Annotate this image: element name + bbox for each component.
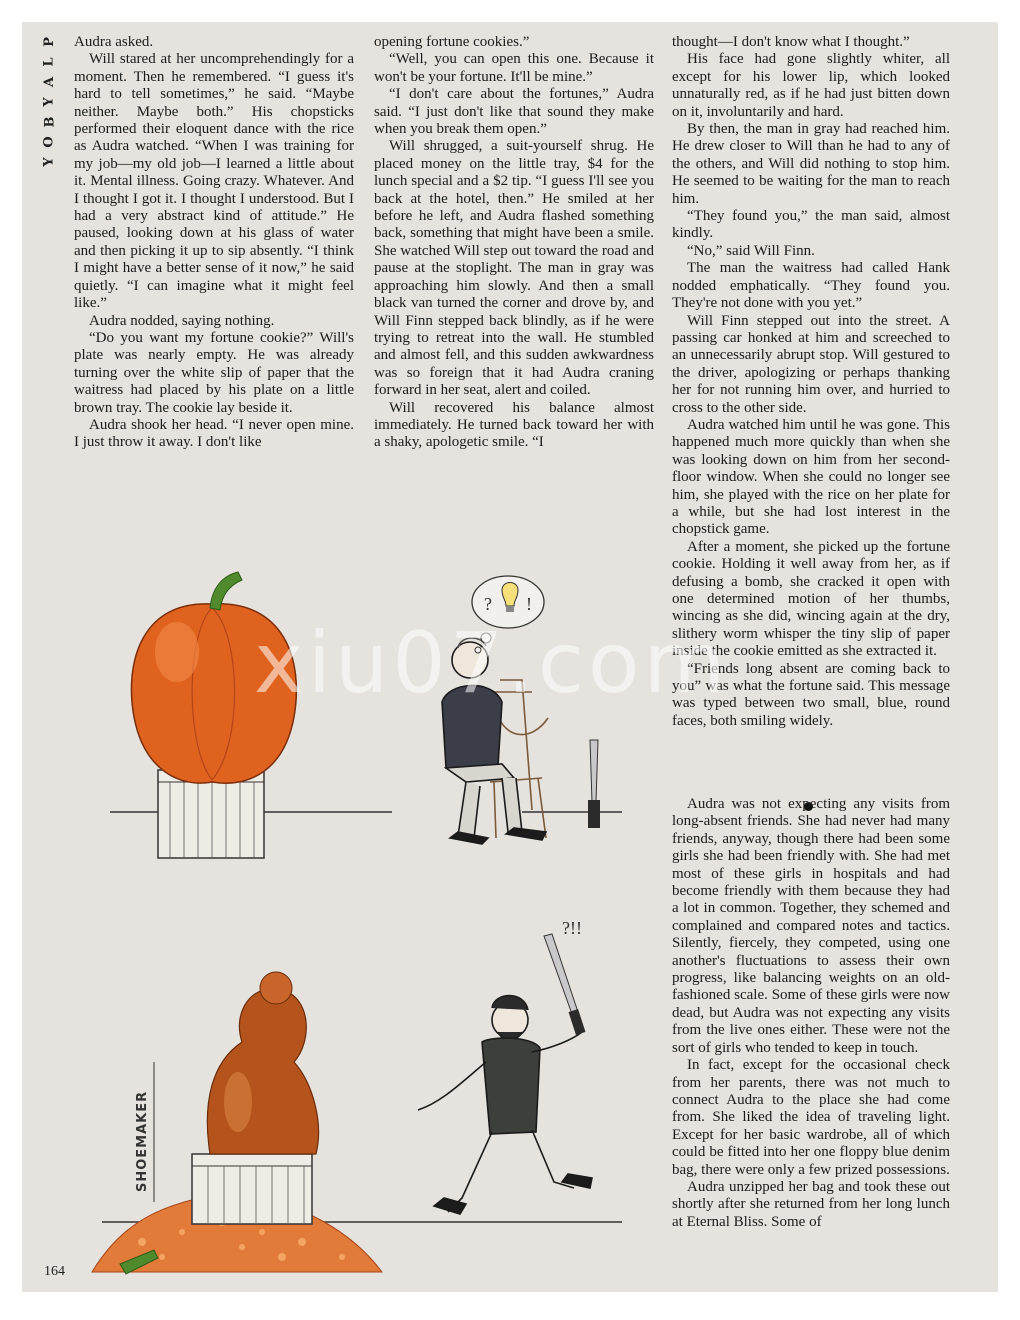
masthead-letter: O xyxy=(41,136,57,148)
masthead-letter: Y xyxy=(42,157,57,167)
exclamation-marks: ?!! xyxy=(562,918,582,938)
paragraph: “They found you,” the man said, almost kindly. xyxy=(672,208,950,242)
paragraph: Will shrugged, a suit-yourself shrug. He placed money on the little tray, $4 for the lunch special and a $2 tip. “I guess I'll see you back at the hotel, then.” He smiled at her before he left, and Audra flashed something back, something that might have been a smile. She watched Will step out toward the road and pause at the stoplight. The man in gray was approaching him slowly. And then a small black van turned the corner and drove by, and Will Finn stepped back blindly, as if he were trying to retreat into the wall. He stumbled and almost fell, and this sudden awkwardness was so foreign that it had Audra craning forward in her seat, alert and coiled. xyxy=(374,138,654,399)
paragraph: After a moment, she picked up the fortune cookie. Holding it well away from her, as if defusing a bomb, she cracked it open with one determined motion of her thumbs, wincing as she did, wincing again at the dry, slithery worm whisper the tiny slip of paper inside the cookie emitted as she extracted it. xyxy=(672,538,950,660)
masthead-letter: L xyxy=(41,57,57,67)
text-column-3-continued xyxy=(672,796,950,1231)
paragraph: Will stared at her uncomprehendingly for a moment. Then he remembered. “I guess it's hard to tell sometimes,” he said. “Maybe neither. Maybe both.” His chopsticks performed their eloquent dance with the rice as Audra watched. “When I was training for my job—my old job—I learned a little about it. Mental illness. Going crazy. Whatever. And I thought I got it. I thought I understood. But I had a very abstract kind of attitude.” He paused, looking down at his glass of water and then picking it up to sip absently. “I think I might have a better sense of it now,” he said quietly. “I can imagine what it might feel like.” xyxy=(74,51,354,312)
masthead-letter: B xyxy=(42,116,57,128)
thinker-statue xyxy=(207,972,318,1154)
page-number: 164 xyxy=(44,1264,65,1279)
paragraph: Audra unzipped her bag and took these out shortly after she returned from her long lunch at Eternal Bliss. Some of xyxy=(672,1178,950,1230)
paragraph: The man the waitress had called Hank nodded emphatically. “They found you. They're not done with you yet.” xyxy=(672,260,950,312)
text-column-1 xyxy=(74,34,354,452)
paragraph: By then, the man in gray had reached him. He drew closer to Will than he had to any of the others, and Will did nothing to stop him. He seemed to be waiting for the man to reach him. xyxy=(672,121,950,207)
paragraph: Audra shook her head. “I never open mine. I just throw it away. I don't like xyxy=(74,416,354,451)
paragraph: “I don't care about the fortunes,” Audra said. “I just don't like that sound they make when you break them open.” xyxy=(374,86,654,138)
masthead-playboy xyxy=(38,34,62,170)
paragraph: “Do you want my fortune cookie?” Will's plate was nearly empty. He was already turning over the white slip of paper that the waitress had placed by his plate on a little brown tray. The cookie lay beside it. xyxy=(74,329,354,416)
paragraph: “Well, you can open this one. Because it won't be your fortune. It'll be mine.” xyxy=(374,51,654,85)
paragraph: Will recovered his balance almost immediately. He turned back toward her with a shaky, apologetic smile. “I xyxy=(374,399,654,451)
text-column-2 xyxy=(374,34,654,452)
thought-bubble xyxy=(472,576,544,653)
watermark: xiu07.com xyxy=(254,614,730,712)
paragraph: opening fortune cookies.” xyxy=(374,34,530,50)
knife-top xyxy=(588,740,600,828)
text-column-3 xyxy=(672,34,950,730)
paragraph: thought—I don't know what I thought.” xyxy=(672,34,910,50)
seated-man xyxy=(442,638,548,844)
knife-raised xyxy=(544,934,585,1035)
paragraph: “Friends long absent are coming back to you” was what the fortune said. This message was typed between two small, blue, round faces, both smiling widely. xyxy=(672,660,950,729)
paragraph: Audra nodded, saying nothing. xyxy=(89,312,275,329)
paragraph: His face had gone slightly whiter, all except for his lower lip, which looked unnaturally red, as if he had just bitten down on it, involuntarily and hard. xyxy=(672,51,950,120)
paragraph: In fact, except for the occasional check from her parents, there was not much to connect Audra to the place she had come from. She liked the idea of traveling light. Except for her basic wardrobe, all of which could be fitted into her one floppy blue denim bag, there were only a few prized possessions. xyxy=(672,1057,950,1178)
svg-text:?: ? xyxy=(484,594,492,614)
paragraph: Will Finn stepped out into the street. A passing car honked at him and screeched to an unnecessarily abrupt stop. Will gestured to the driver, apologizing or perhaps thanking her for not running him over, and hurried to cross to the other side. xyxy=(672,312,950,416)
illustration xyxy=(62,542,662,1282)
masthead-letter: P xyxy=(42,37,57,47)
paragraph: Audra asked. xyxy=(74,34,154,50)
paragraph: Audra watched him until he was gone. This happened much more quickly than when she was looking down on him from her second-floor window. When she could no longer see him, she played with the rice on her plate for a while, but she had lost interest in the chopstick game. xyxy=(672,416,950,538)
svg-text:!: ! xyxy=(526,594,532,614)
artist-signature: SHOEMAKER xyxy=(135,1090,150,1192)
masthead-letter: A xyxy=(42,76,57,88)
magazine-page xyxy=(22,22,998,1292)
paragraph: “No,” said Will Finn. xyxy=(687,242,815,259)
crate-top xyxy=(158,770,264,858)
masthead-letter: Y xyxy=(42,97,57,107)
pumpkin xyxy=(131,572,296,783)
paragraph: Audra was not expecting any visits from long-absent friends. She had never had many friends, anyway, though there had been some girls she had been friendly with. She had met most of these girls in hospitals and had become friendly with them because they had a lot in common. Together, they schemed and complained and compared notes and tactics. Silently, fiercely, they competed, using one another's fluctuations to assess their own progress, like balancing weights on an old-fashioned scale. Some of these girls were now dead, but Audra was not expecting any visits from the live ones either. These were not the sort of girls who tended to keep in touch. xyxy=(672,796,950,1056)
crate-bottom xyxy=(192,1154,312,1224)
running-man xyxy=(418,996,592,1215)
